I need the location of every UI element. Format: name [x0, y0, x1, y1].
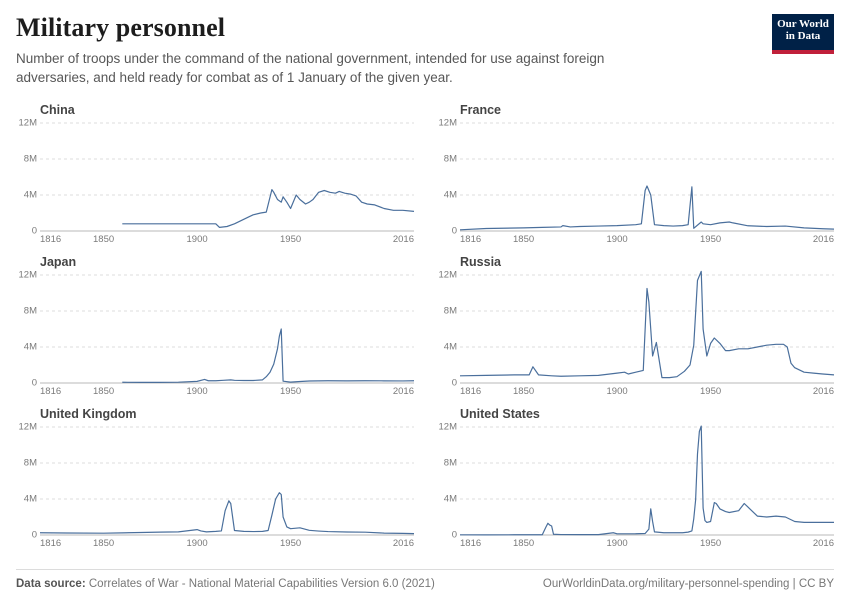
x-tick-label: 1950: [700, 537, 722, 549]
chart-footer: [16, 569, 834, 590]
x-tick-label: 1950: [280, 537, 302, 549]
y-tick-label: 0: [31, 529, 37, 541]
y-tick-label: 12M: [438, 117, 457, 129]
x-tick-label: 1816: [460, 233, 482, 245]
plot-area: [438, 421, 834, 541]
y-tick-label: 0: [31, 225, 37, 237]
page-title: Military personnel: [16, 13, 226, 42]
x-tick-label: 1816: [40, 537, 62, 549]
y-axis: [436, 269, 460, 389]
x-tick-label: 1900: [186, 385, 208, 397]
chart-panel: [436, 103, 834, 255]
plot-area: [18, 269, 414, 389]
y-tick-label: 8M: [23, 457, 37, 469]
line-chart-svg: [460, 123, 834, 231]
data-source-label: Data source:: [16, 578, 86, 590]
line-chart-svg: [40, 275, 414, 383]
x-tick-label: 1950: [280, 233, 302, 245]
panel-title: United Kingdom: [40, 406, 137, 421]
panel-title: Russia: [460, 254, 501, 269]
x-axis: [40, 231, 414, 247]
y-tick-label: 0: [451, 377, 457, 389]
plot-area: [438, 269, 834, 389]
y-tick-label: 8M: [443, 153, 457, 165]
x-tick-label: 2016: [812, 233, 834, 245]
y-tick-label: 0: [451, 225, 457, 237]
y-tick-label: 12M: [18, 117, 37, 129]
plot-area: [18, 117, 414, 237]
y-tick-label: 4M: [443, 493, 457, 505]
plot-area: [18, 421, 414, 541]
x-tick-label: 1850: [93, 385, 115, 397]
y-tick-label: 8M: [23, 305, 37, 317]
plot-area: [438, 117, 834, 237]
footer-links: [543, 578, 834, 590]
source-url[interactable]: OurWorldinData.org/military-personnel-spending: [542, 578, 790, 590]
y-tick-label: 4M: [443, 341, 457, 353]
logo-line-2: in Data: [785, 30, 821, 43]
x-tick-label: 2016: [392, 385, 414, 397]
y-tick-label: 12M: [438, 269, 457, 281]
x-tick-label: 1850: [513, 537, 535, 549]
y-tick-label: 12M: [438, 421, 457, 433]
x-tick-label: 1816: [40, 385, 62, 397]
x-tick-label: 1816: [460, 385, 482, 397]
x-tick-label: 1900: [606, 233, 628, 245]
y-axis: [436, 117, 460, 237]
y-tick-label: 0: [31, 377, 37, 389]
y-tick-label: 4M: [23, 341, 37, 353]
y-axis: [16, 117, 40, 237]
y-tick-label: 4M: [443, 189, 457, 201]
x-tick-label: 1900: [606, 537, 628, 549]
series-line: [460, 186, 834, 230]
x-tick-label: 1850: [513, 385, 535, 397]
line-chart-svg: [40, 123, 414, 231]
chart-panel: [16, 407, 414, 559]
y-tick-label: 0: [451, 529, 457, 541]
x-axis: [460, 231, 834, 247]
y-tick-label: 12M: [18, 421, 37, 433]
data-source: [16, 578, 435, 590]
license-label[interactable]: CC BY: [798, 578, 834, 590]
series-line: [460, 426, 834, 535]
x-axis: [460, 383, 834, 399]
data-source-text: Correlates of War - National Material Capabilities Version 6.0 (2021): [88, 578, 435, 590]
y-tick-label: 4M: [23, 493, 37, 505]
y-axis: [16, 421, 40, 541]
chart-panel: [436, 407, 834, 559]
y-tick-label: 12M: [18, 269, 37, 281]
line-chart-svg: [40, 427, 414, 535]
x-tick-label: 2016: [392, 233, 414, 245]
small-multiples-grid: [16, 103, 834, 559]
y-tick-label: 8M: [443, 305, 457, 317]
chart-panel: [16, 103, 414, 255]
chart-panel: [16, 255, 414, 407]
x-tick-label: 2016: [392, 537, 414, 549]
x-tick-label: 2016: [812, 537, 834, 549]
page-subtitle: Number of troops under the command of the national government, intended for use against foreign adversaries, and held ready for combat as of 1 January of the given year.: [16, 50, 605, 85]
y-axis: [16, 269, 40, 389]
y-tick-label: 8M: [443, 457, 457, 469]
chart-header: [16, 14, 834, 87]
x-axis: [460, 535, 834, 551]
series-line: [122, 329, 414, 382]
panel-title: Japan: [40, 254, 77, 269]
x-tick-label: 1950: [700, 233, 722, 245]
line-chart-svg: [460, 275, 834, 383]
x-tick-label: 1900: [606, 385, 628, 397]
owid-logo[interactable]: [772, 14, 834, 54]
x-tick-label: 1850: [93, 233, 115, 245]
series-line: [460, 271, 834, 377]
y-tick-label: 4M: [23, 189, 37, 201]
y-tick-label: 8M: [23, 153, 37, 165]
x-axis: [40, 383, 414, 399]
x-axis: [40, 535, 414, 551]
footer-separator: |: [792, 578, 796, 590]
x-tick-label: 2016: [812, 385, 834, 397]
y-axis: [436, 421, 460, 541]
chart-panel: [436, 255, 834, 407]
x-tick-label: 1900: [186, 537, 208, 549]
x-tick-label: 1950: [700, 385, 722, 397]
x-tick-label: 1816: [460, 537, 482, 549]
line-chart-svg: [460, 427, 834, 535]
x-tick-label: 1900: [186, 233, 208, 245]
panel-title: United States: [460, 406, 540, 421]
panel-title: France: [460, 102, 501, 117]
panel-title: China: [40, 102, 75, 117]
x-tick-label: 1950: [280, 385, 302, 397]
x-tick-label: 1850: [93, 537, 115, 549]
x-tick-label: 1816: [40, 233, 62, 245]
x-tick-label: 1850: [513, 233, 535, 245]
logo-line-1: Our World: [777, 18, 829, 30]
